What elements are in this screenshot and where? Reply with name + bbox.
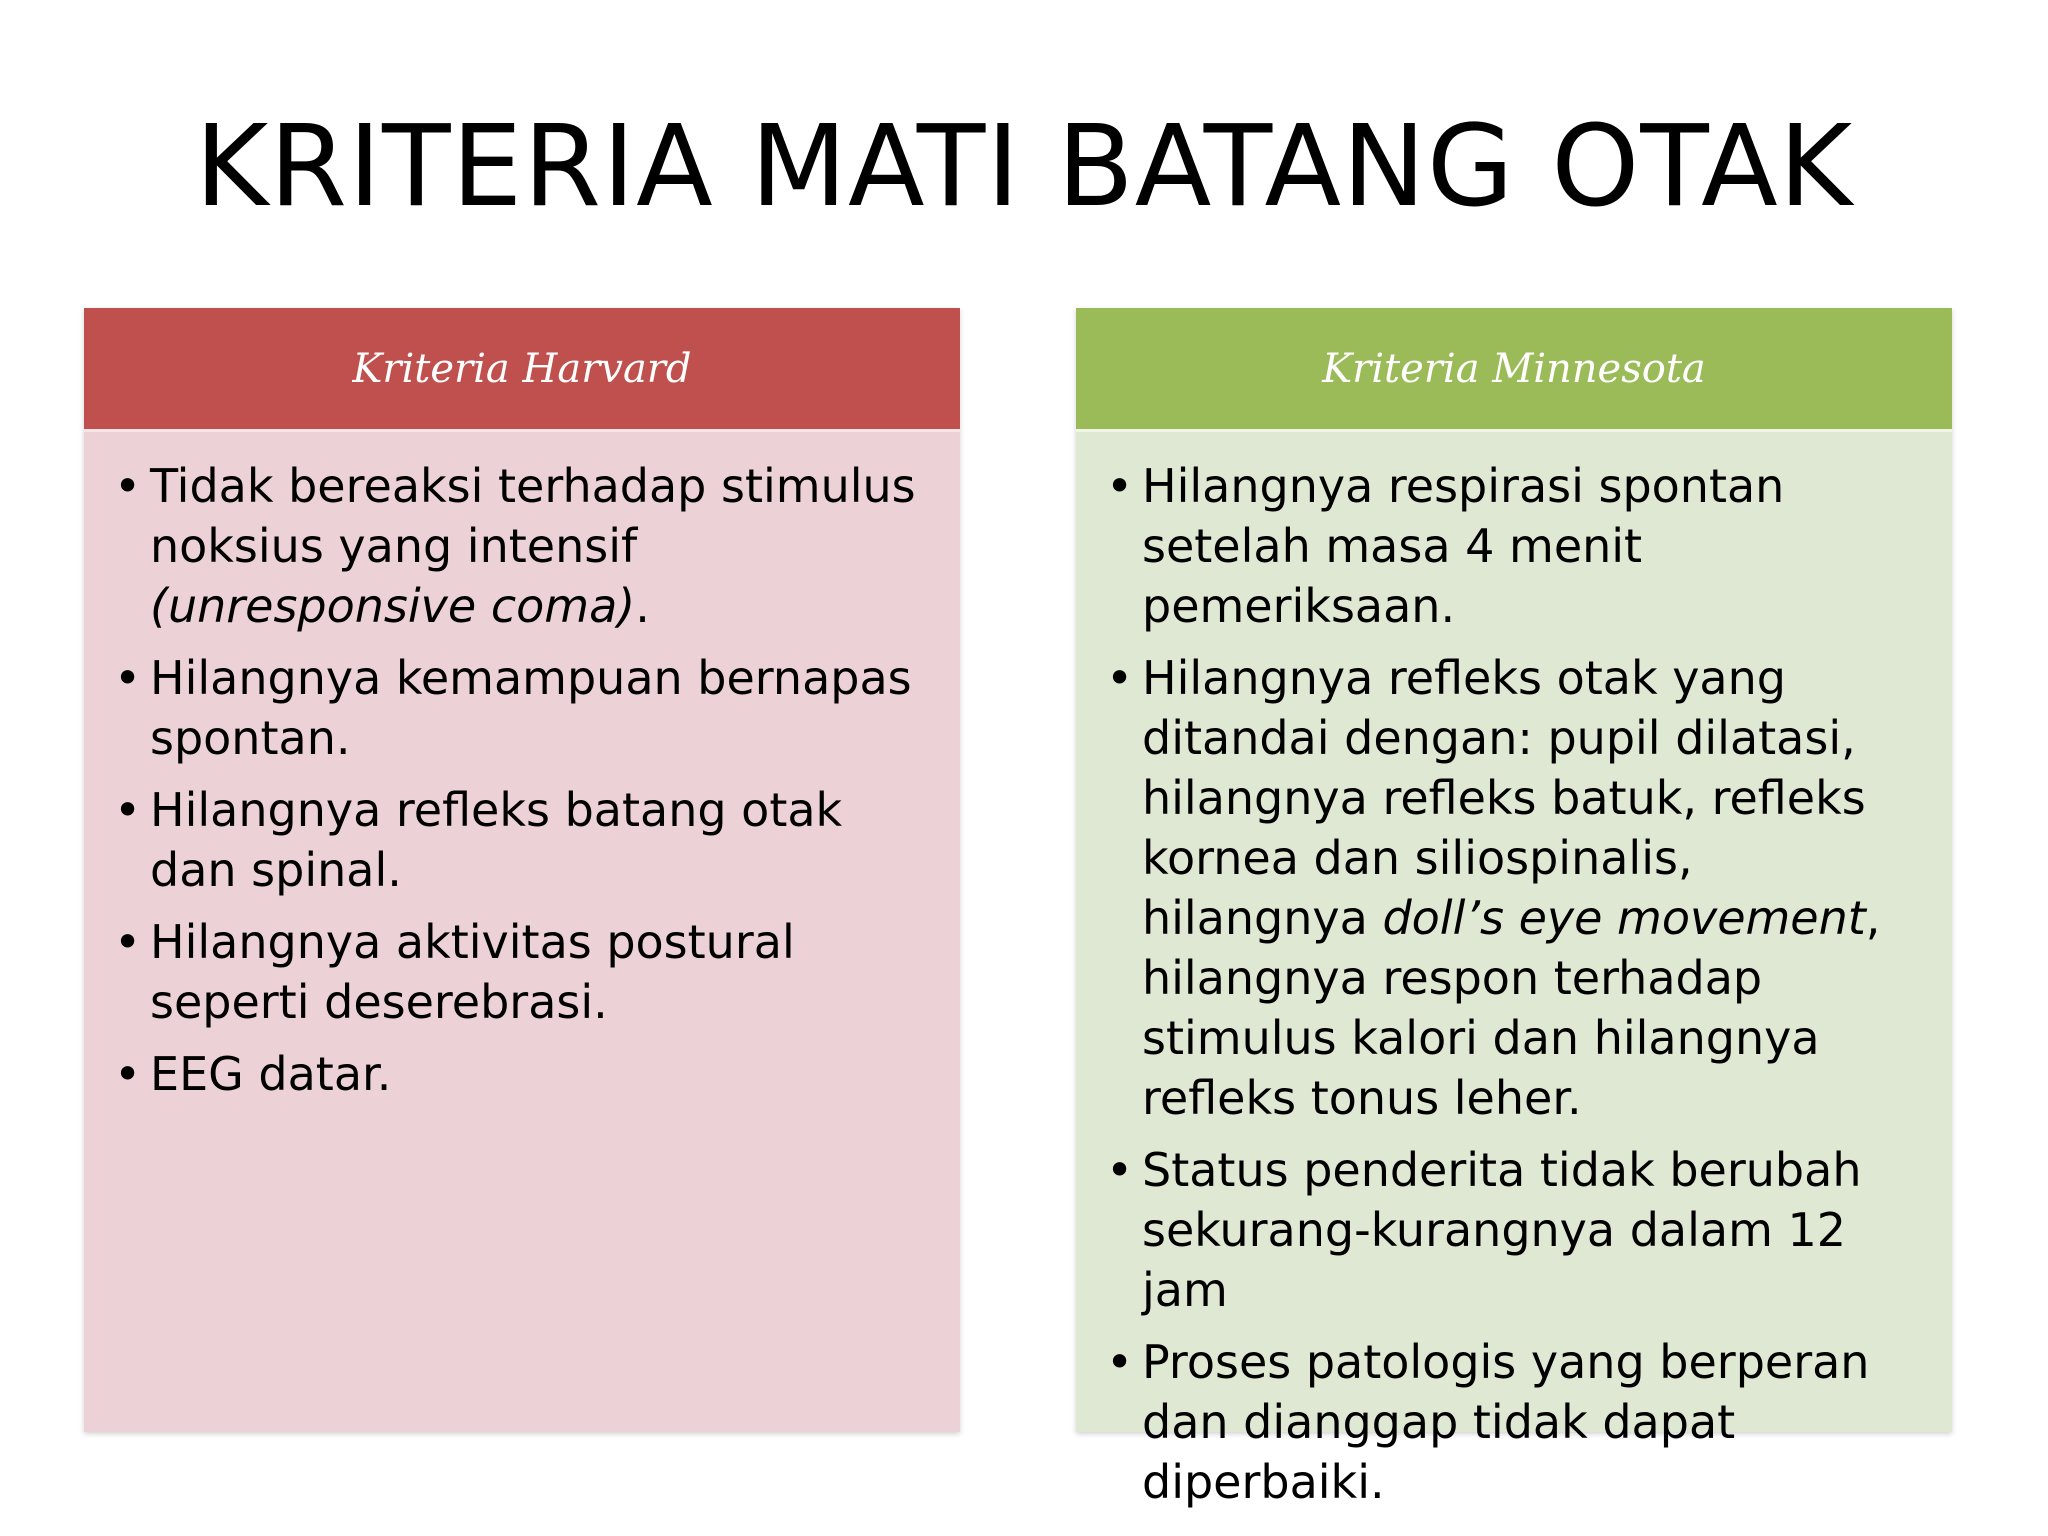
bullet-icon: • (114, 915, 142, 969)
bullet-item (114, 648, 936, 768)
bullet-item (114, 912, 936, 1032)
bullet-icon: • (1106, 651, 1134, 705)
bullet-emphasis-text: (unresponsive coma) (150, 579, 636, 633)
bullet-item (1106, 1140, 1928, 1320)
bullet-text: Hilangnya refleks otak yang ditandai dengan: pupil dilatasi, hilangnya refleks batuk, refleks kornea dan siliospinalis, hilangnya (1142, 651, 1866, 945)
bullet-text: Hilangnya refleks batang otak dan spinal. (150, 783, 843, 897)
bullet-item (1106, 1332, 1928, 1512)
harvard-list (114, 456, 936, 1104)
bullet-item (114, 456, 936, 636)
minnesota-body (1076, 432, 1952, 1509)
bullet-emphasis-text: doll’s eye movement (1382, 891, 1866, 945)
harvard-body (84, 432, 960, 1432)
bullet-item (114, 1044, 936, 1104)
bullet-item (1106, 456, 1928, 636)
harvard-panel (84, 308, 960, 1432)
bullet-text: Proses patologis yang berperan dan dianggap tidak dapat diperbaiki. (1142, 1335, 1870, 1509)
bullet-text: EEG datar. (150, 1047, 392, 1101)
minnesota-panel (1076, 308, 1952, 1509)
bullet-text: Hilangnya respirasi spontan setelah masa 4 menit pemeriksaan. (1142, 459, 1785, 633)
bullet-icon: • (114, 1047, 142, 1101)
harvard-header: Kriteria Harvard (84, 308, 960, 432)
bullet-trailing-text: , hilangnya respon terhadap stimulus kalori dan hilangnya refleks tonus leher. (1142, 891, 1881, 1125)
bullet-icon: • (1106, 459, 1134, 513)
bullet-trailing-text: . (635, 579, 650, 633)
bullet-text: Hilangnya kemampuan bernapas spontan. (150, 651, 912, 765)
bullet-text: Status penderita tidak berubah sekurang-kurangnya dalam 12 jam (1142, 1143, 1862, 1317)
minnesota-list (1106, 456, 1928, 1512)
bullet-text: Hilangnya aktivitas postural seperti deserebrasi. (150, 915, 795, 1029)
bullet-icon: • (114, 651, 142, 705)
bullet-item (114, 780, 936, 900)
bullet-icon: • (1106, 1143, 1134, 1197)
slide-title: KRITERIA MATI BATANG OTAK (194, 102, 1854, 232)
bullet-icon: • (114, 459, 142, 513)
bullet-item (1106, 648, 1928, 1128)
bullet-icon: • (114, 783, 142, 837)
minnesota-header: Kriteria Minnesota (1076, 308, 1952, 432)
bullet-text: Tidak bereaksi terhadap stimulus noksius yang intensif (150, 459, 916, 573)
bullet-icon: • (1106, 1335, 1134, 1389)
